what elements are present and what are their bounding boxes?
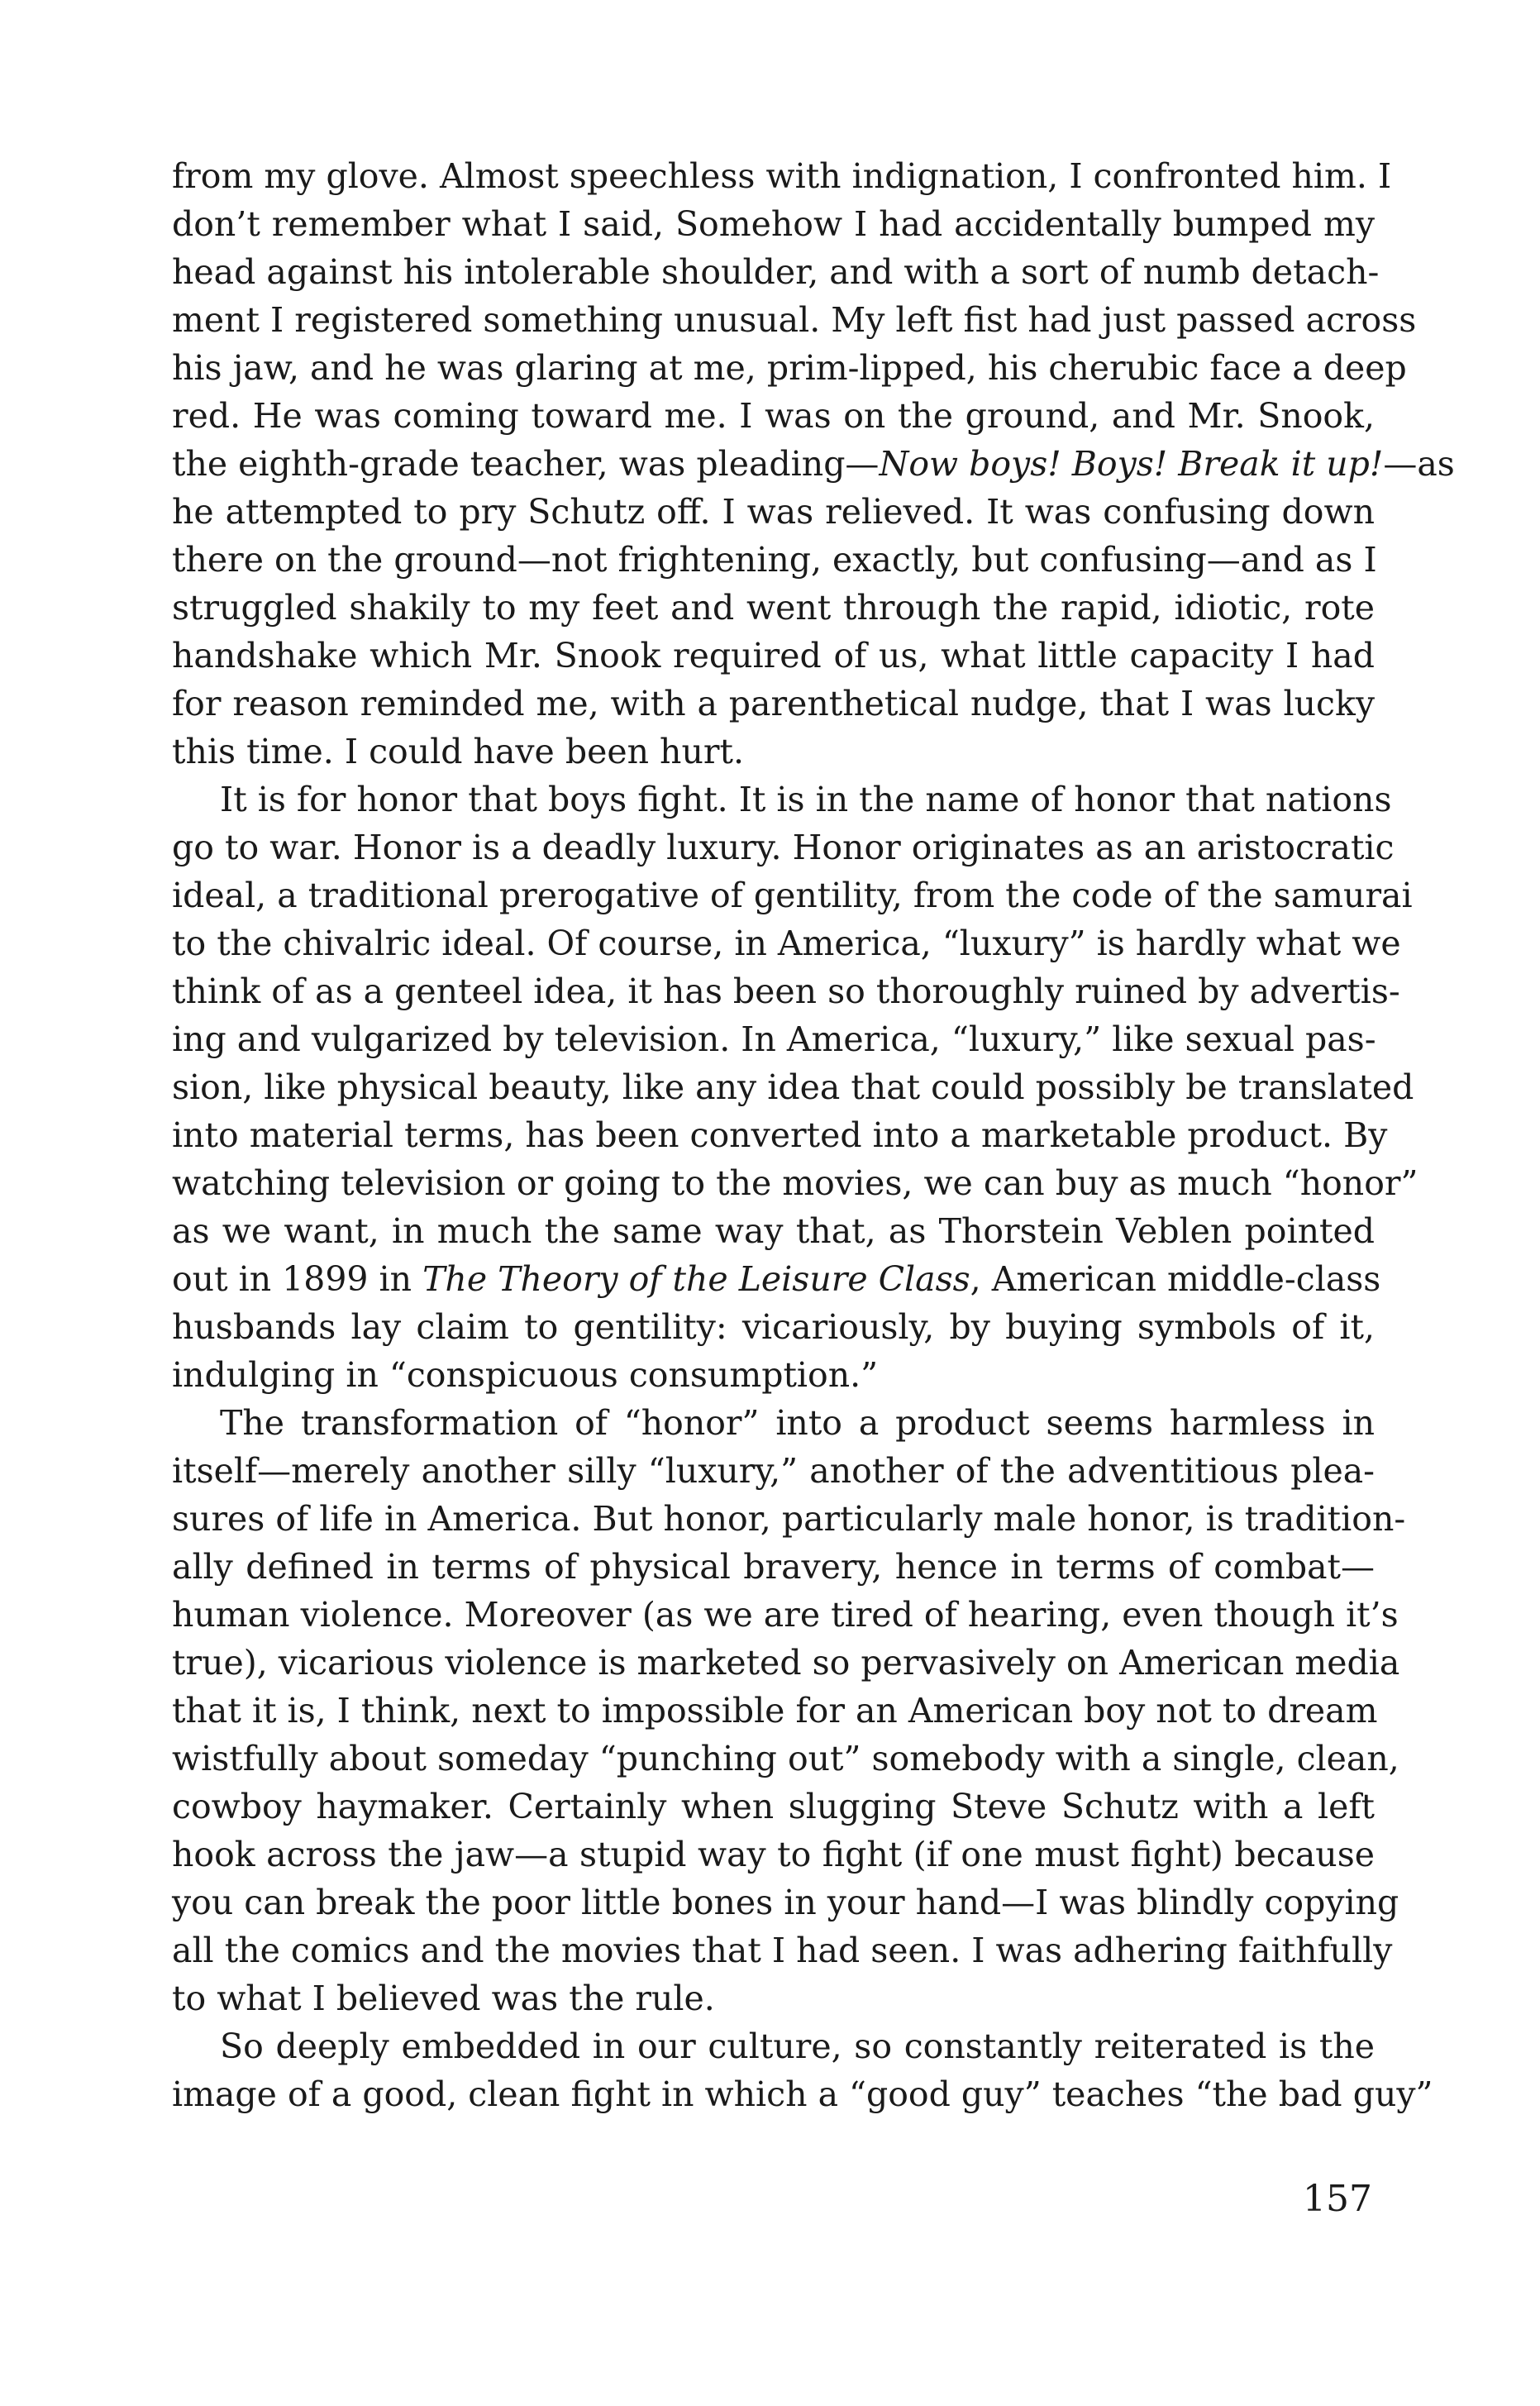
page-number: 157: [1303, 2178, 1372, 2220]
text-line: to what I believed was the rule.: [172, 1979, 715, 2018]
italic-run: Now boys! Boys! Break it up!: [879, 444, 1384, 484]
text-line: cowboy haymaker. Certainly when slugging Steve Schutz with a left: [172, 1787, 1375, 1826]
paragraph: [172, 2022, 1433, 2118]
text-line: human violence. Moreover (as we are tired of hearing, even though it’s: [172, 1595, 1399, 1635]
text-line: the eighth-grade teacher, was pleading—Now boys! Boys! Break it up!—as: [172, 444, 1455, 484]
text-line: true), vicarious violence is marketed so pervasively on American media: [172, 1643, 1400, 1683]
paragraph: [172, 1399, 1406, 2022]
text-line: don’t remember what I said, Somehow I had accidentally bumped my: [172, 204, 1375, 244]
text-line: into material terms, has been converted into a marketable product. By: [172, 1115, 1388, 1155]
text-line: all the comics and the movies that I had seen. I was adhering faithfully: [172, 1931, 1393, 1970]
text-line: for reason reminded me, with a parenthetical nudge, that I was lucky: [172, 684, 1375, 723]
text-line: struggled shakily to my feet and went through the rapid, idiotic, rote: [172, 588, 1375, 628]
text-line: from my glove. Almost speechless with indignation, I confronted him. I: [172, 156, 1392, 196]
text-line: there on the ground—not frightening, exactly, but confusing—and as I: [172, 540, 1377, 580]
text-line: indulging in “conspicuous consumption.”: [172, 1355, 879, 1395]
text-line: think of as a genteel idea, it has been so thoroughly ruined by advertis-: [172, 971, 1400, 1011]
text-line: ally defined in terms of physical bravery, hence in terms of combat—: [172, 1547, 1375, 1587]
text-line: red. He was coming toward me. I was on the ground, and Mr. Snook,: [172, 396, 1375, 436]
text-line: head against his intolerable shoulder, and with a sort of numb detach-: [172, 252, 1380, 292]
paragraph: [172, 776, 1418, 1399]
text-line: go to war. Honor is a deadly luxury. Honor originates as an aristocratic: [172, 828, 1395, 867]
text-line: wistfully about someday “punching out” somebody with a single, clean,: [172, 1739, 1399, 1778]
text-line: as we want, in much the same way that, as Thorstein Veblen pointed: [172, 1211, 1375, 1251]
text-line: that it is, I think, next to impossible for an American boy not to dream: [172, 1691, 1378, 1731]
body-text: [172, 152, 1455, 2118]
text-line: to the chivalric ideal. Of course, in America, “luxury” is hardly what we: [172, 924, 1401, 963]
text-line: image of a good, clean fight in which a “good guy” teaches “the bad guy”: [172, 2074, 1433, 2114]
text-line: itself—merely another silly “luxury,” another of the adventitious plea-: [172, 1451, 1375, 1491]
text-line: So deeply embedded in our culture, so constantly reiterated is the: [220, 2026, 1375, 2066]
text-line: ing and vulgarized by television. In America, “luxury,” like sexual pas-: [172, 1019, 1376, 1059]
text-line: hook across the jaw—a stupid way to fight (if one must fight) because: [172, 1835, 1375, 1874]
text-line: he attempted to pry Schutz off. I was relieved. It was confusing down: [172, 492, 1375, 532]
text-line: you can break the poor little bones in your hand—I was blindly copying: [172, 1883, 1399, 1922]
text-line: this time. I could have been hurt.: [172, 732, 744, 771]
text-line: out in 1899 in The Theory of the Leisure Class, American middle-class: [172, 1259, 1381, 1299]
text-line: handshake which Mr. Snook required of us, what little capacity I had: [172, 636, 1375, 675]
text-line: sion, like physical beauty, like any idea that could possibly be translated: [172, 1067, 1414, 1107]
text-line: watching television or going to the movies, we can buy as much “honor”: [172, 1163, 1418, 1203]
text-line: ideal, a traditional prerogative of gentility, from the code of the samurai: [172, 876, 1413, 915]
text-line: It is for honor that boys fight. It is in the name of honor that nations: [220, 780, 1392, 819]
text-line: The transformation of “honor” into a product seems harmless in: [220, 1403, 1375, 1443]
text-line: husbands lay claim to gentility: vicariously, by buying symbols of it,: [172, 1307, 1375, 1347]
text-line: ment I registered something unusual. My left fist had just passed across: [172, 300, 1417, 340]
paragraph: [172, 152, 1455, 776]
text-line: his jaw, and he was glaring at me, prim-lipped, his cherubic face a deep: [172, 348, 1407, 388]
text-line: sures of life in America. But honor, particularly male honor, is tradition-: [172, 1499, 1406, 1539]
italic-run: The Theory of the Leisure Class: [422, 1259, 970, 1299]
